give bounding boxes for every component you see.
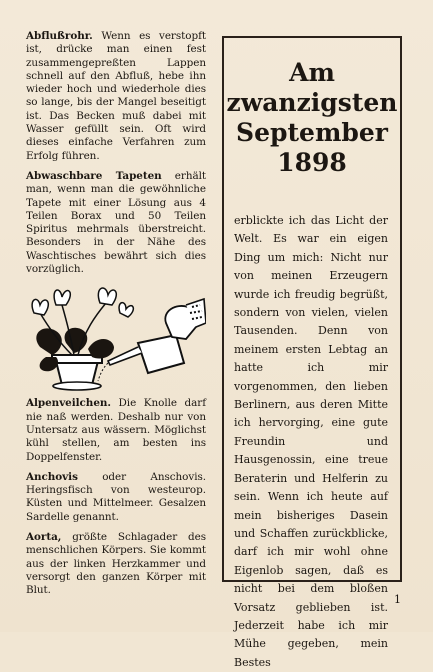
title-line: zwanzigsten xyxy=(226,88,398,117)
entry-head: Abwaschbare Tapeten xyxy=(26,169,162,182)
entry-text: oder Anschovis. Heringsfisch von westeurop. Küsten und Mittelmeer. Gesalzen Sardelle genannt. xyxy=(26,470,206,523)
left-column xyxy=(26,30,206,605)
illustration-svg xyxy=(26,283,206,391)
entry-anchovis xyxy=(26,471,206,524)
entry-head: Alpenveilchen. xyxy=(26,397,111,410)
entry-abflussrohr xyxy=(26,30,206,163)
watering-can-body xyxy=(138,335,184,373)
leaf xyxy=(40,357,58,371)
anniversary-box xyxy=(222,36,402,669)
flower xyxy=(119,303,133,317)
title-line: September xyxy=(236,118,388,147)
cyclamen-watering-can-illustration xyxy=(26,283,206,391)
entry-text: Die Knolle darf nie naß werden. Deshalb nur von Untersatz aus wässern. Möglichst kühl stellen, am besten ins Doppelfenster. xyxy=(26,397,206,463)
leaf xyxy=(36,329,61,356)
leaf xyxy=(88,339,114,359)
page-number: 1 xyxy=(394,593,401,606)
box-title xyxy=(224,58,400,178)
title-line: Am xyxy=(289,58,335,87)
entry-head: Abflußrohr. xyxy=(26,30,93,42)
entry-text: erhält man, wenn man die gewöhnliche Tapete mit einer Lösung aus 4 Teilen Borax und 50 Teilen Spiritus mehrmals überstreicht. Besonders in der Nähe des Waschtisches bewährt sich dies vorzüglich. xyxy=(26,169,206,276)
entry-text: Wenn es verstopft ist, drücke man einen fest zusammengepreßten Lappen schnell auf den Abfluß, hebe ihn wieder hoch und wiederhole dies so lange, bis der Mangel beseitigt ist. Das Becken muß dabei mit Wasser gefüllt sein. Oft wird dieses einfache Verfahren zum Erfolg führen. xyxy=(26,30,206,162)
entry-abwaschbare-tapeten xyxy=(26,170,206,276)
flower xyxy=(98,288,116,305)
entry-text: größte Schlagader des menschlichen Körpers. Sie kommt aus der linken Herzkammer und versorgt den ganzen Körper mit Blut. xyxy=(26,531,206,597)
flower xyxy=(32,300,48,316)
flower xyxy=(54,290,70,305)
entry-head: Anchovis xyxy=(26,470,78,483)
entry-head: Aorta, xyxy=(26,531,62,544)
water-stream xyxy=(98,363,108,381)
entry-alpenveilchen xyxy=(26,397,206,463)
saucer xyxy=(53,382,101,390)
title-line: 1898 xyxy=(277,148,347,177)
box-body-text: erblickte ich das Licht der Welt. Es war ein eigen Ding um mich: Nicht nur von meinen Erzeugern wurde ich freudig begrüßt, sondern von vielen, vielen Tausenden. Denn von meinem ersten Lebtag an hatte ich mir vorgenommen, den lieben Berlinern, aus deren Mitte ich hervorging, eine gute Freundin und Hausgenossin, eine treue Beraterin und Helferin zu sein. Wenn ich heute auf mein bisheriges Dasein und Schaffen zurückblicke, darf ich mir wohl ohne Eigenlob sagen, daß es nicht bei dem bloßen Vorsatz geblieben ist. Jederzeit habe ich mir Mühe gegeben, mein Bestes xyxy=(234,214,388,669)
leaf xyxy=(65,328,88,353)
entry-aorta xyxy=(26,531,206,597)
